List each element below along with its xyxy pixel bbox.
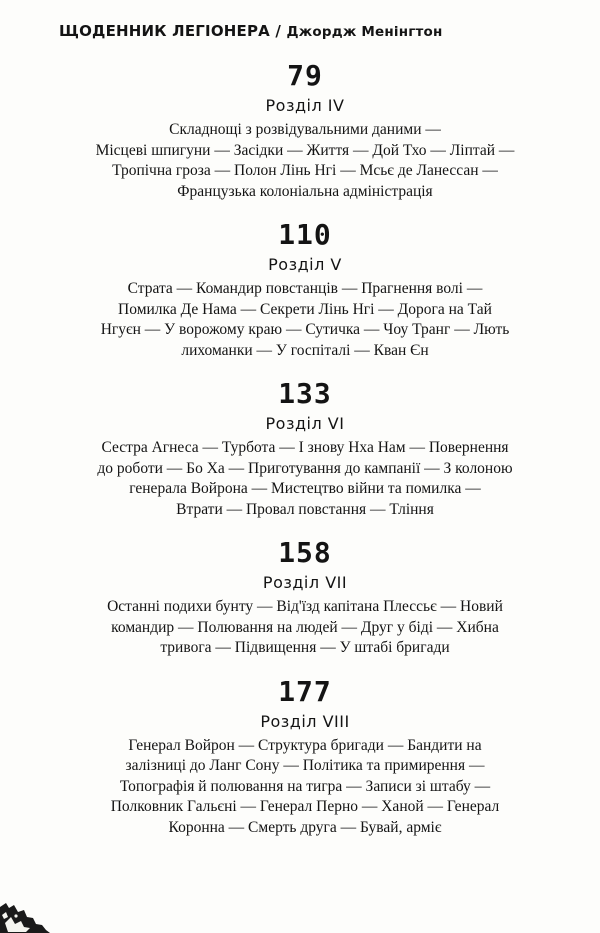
chapter-summary-line: лихоманки — У госпіталі — Кван Єн <box>181 341 429 359</box>
chapter-summary-line: Останні подихи бунту — Від'їзд капітана Плессьє — Новий <box>107 598 503 615</box>
page-number: 110 <box>278 218 332 251</box>
chapter-summary-line: Помилка Де Нама — Секрети Лінь Нгі — Дорога на Тай <box>118 300 492 318</box>
chapter-summary-line: Страта — Командир повстанців — Прагнення волі — <box>127 280 483 297</box>
contents-entry <box>60 676 550 839</box>
chapter-summary-line: Нгуєн — У ворожому краю — Сутичка — Чоу Транг — Лють <box>100 321 510 338</box>
chapter-summary-line: Французька колоніальна адміністрація <box>177 182 433 200</box>
running-header <box>59 22 443 40</box>
page-number: 79 <box>287 59 323 92</box>
contents-entry <box>60 219 550 361</box>
chapter-summary-line: Втрати — Провал повстання — Тління <box>176 500 434 518</box>
header-separator: / <box>270 22 287 40</box>
author-name: Джордж Менінгтон <box>286 24 443 40</box>
chapter-summary-line: до роботи — Бо Ха — Приготування до кампанії — З колоною <box>97 459 513 477</box>
chapter-summary-line: Тропічна гроза — Полон Лінь Нгі — Мсьє де Ланессан — <box>112 162 498 179</box>
contents-entry <box>60 60 550 202</box>
chapter-summary-line: Місцеві шпигуни — Засідки — Життя — Дой Тхо — Ліптай — <box>95 141 515 159</box>
page-number: 158 <box>278 536 332 569</box>
chapter-summary-line: генерала Войрона — Мистецтво війни та помилка — <box>129 480 481 497</box>
chapter-title: Розділ V <box>268 255 342 274</box>
chapter-summary-line: Генерал Войрон — Структура бригади — Бандити на <box>128 736 482 754</box>
chapter-summary-line: тривога — Підвищення — У штабі бригади <box>160 639 450 656</box>
chapter-summary-line: Топографія й полювання на тигра — Записи зі штабу — <box>119 777 491 795</box>
page-number: 177 <box>278 674 332 708</box>
page-corner-ornament <box>0 877 50 933</box>
chapter-title: Розділ VI <box>265 414 345 433</box>
chapter-summary-line: Складнощі з розвідувальними даними — <box>169 121 441 138</box>
contents-entry <box>60 537 550 659</box>
chapter-title: Розділ IV <box>265 96 345 115</box>
contents-list <box>60 60 550 855</box>
chapter-title: Розділ VIII <box>260 711 350 731</box>
chapter-summary-line: Сестра Агнеса — Турбота — І знову Нха Нам — Повернення <box>101 439 509 456</box>
chapter-summary-line: залізниці до Ланг Сону — Політика та примирення — <box>125 757 485 774</box>
contents-entry <box>60 378 550 520</box>
page-number: 133 <box>278 377 332 410</box>
chapter-title: Розділ VII <box>262 573 348 592</box>
chapter-summary-line: командир — Полювання на людей — Друг у біді — Хибна <box>111 618 499 636</box>
chapter-summary-line: Полковник Гальєні — Генерал Перно — Ханой — Генерал <box>110 798 500 815</box>
chapter-summary-line: Коронна — Смерть друга — Бувай, арміє <box>168 818 442 836</box>
book-title: ЩОДЕННИК ЛЕГІОНЕРА <box>59 22 270 40</box>
